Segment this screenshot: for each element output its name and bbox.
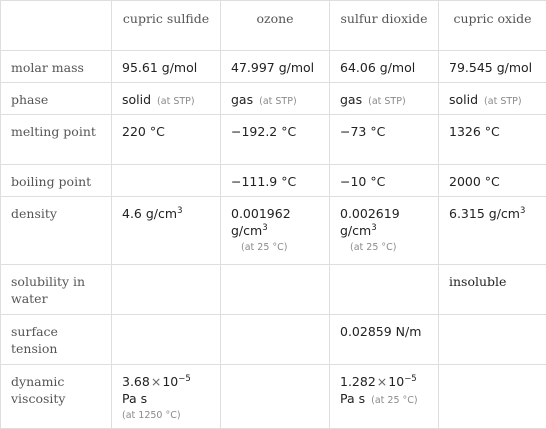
row-label-melting-point: melting point <box>1 115 112 165</box>
cell-value <box>112 165 221 197</box>
times-sign: × <box>150 374 162 389</box>
value-text: 0.002619 <box>340 206 400 221</box>
header-ozone: ozone <box>221 1 330 51</box>
table-row <box>1 265 546 315</box>
cell-value: 220 °C <box>112 115 221 165</box>
cell-value <box>112 365 221 429</box>
table-row <box>1 115 546 165</box>
value-text: 3.68 <box>122 374 150 389</box>
header-cupric-sulfide: cupric sulfide <box>112 1 221 51</box>
table-row <box>1 315 546 365</box>
condition-note: (at 25 °C) <box>241 239 319 256</box>
cell-value: 1326 °C <box>439 115 546 165</box>
cell-value: 0.02859 N/m <box>330 315 439 365</box>
cell-value <box>439 315 546 365</box>
cell-value: −10 °C <box>330 165 439 197</box>
cell-value <box>112 83 221 115</box>
condition-note: (at 25 °C) <box>371 395 417 406</box>
condition-note: (at STP) <box>368 96 406 107</box>
cell-value <box>112 197 221 265</box>
superscript: −5 <box>404 374 417 384</box>
cell-value <box>439 83 546 115</box>
unit-text: Pa s <box>340 391 365 406</box>
value-text: 0.001962 <box>231 206 291 221</box>
table-row <box>1 165 546 197</box>
unit-text: g/cm <box>231 223 262 238</box>
value-text: 10 <box>388 374 404 389</box>
cell-value <box>330 197 439 265</box>
cell-value: 2000 °C <box>439 165 546 197</box>
cell-value <box>221 265 330 315</box>
value-text: 6.315 g/cm <box>449 206 520 221</box>
unit-text: g/cm <box>340 223 371 238</box>
cell-value: −192.2 °C <box>221 115 330 165</box>
condition-note: (at STP) <box>484 96 522 107</box>
value-text: insoluble <box>449 274 506 289</box>
cell-value <box>439 365 546 429</box>
value-text: 1.282 <box>340 374 376 389</box>
cell-value <box>439 197 546 265</box>
cell-value <box>439 265 546 315</box>
row-label-phase: phase <box>1 83 112 115</box>
row-label-molar-mass: molar mass <box>1 51 112 83</box>
cell-value <box>330 83 439 115</box>
table-row <box>1 197 546 265</box>
cell-value: 64.06 g/mol <box>330 51 439 83</box>
cell-value <box>221 365 330 429</box>
cell-value: 95.61 g/mol <box>112 51 221 83</box>
table-row <box>1 51 546 83</box>
value-text: gas <box>231 92 253 107</box>
times-sign: × <box>376 374 388 389</box>
row-label-boiling-point: boiling point <box>1 165 112 197</box>
superscript: 3 <box>520 206 525 216</box>
corner-cell <box>1 1 112 51</box>
row-label-surface-tension: surface tension <box>1 315 112 365</box>
cell-value <box>112 315 221 365</box>
row-label-density: density <box>1 197 112 265</box>
cell-value <box>221 197 330 265</box>
superscript: −5 <box>178 374 191 384</box>
value-text: gas <box>340 92 362 107</box>
cell-value <box>112 265 221 315</box>
value-text: solid <box>122 92 151 107</box>
cell-value: −73 °C <box>330 115 439 165</box>
condition-note: (at 25 °C) <box>350 239 428 256</box>
superscript: 3 <box>371 223 376 233</box>
header-cupric-oxide: cupric oxide <box>439 1 546 51</box>
superscript: 3 <box>177 206 182 216</box>
condition-note: (at STP) <box>157 96 195 107</box>
cell-value: −111.9 °C <box>221 165 330 197</box>
value-text: 10 <box>162 374 178 389</box>
cell-value <box>330 365 439 429</box>
table-row <box>1 83 546 115</box>
value-text: 4.6 g/cm <box>122 206 177 221</box>
header-row <box>1 1 546 51</box>
header-sulfur-dioxide: sulfur dioxide <box>330 1 439 51</box>
value-text: solid <box>449 92 478 107</box>
cell-value <box>330 265 439 315</box>
cell-value: 47.997 g/mol <box>221 51 330 83</box>
superscript: 3 <box>262 223 267 233</box>
cell-value: 79.545 g/mol <box>439 51 546 83</box>
condition-note: (at STP) <box>259 96 297 107</box>
cell-value <box>221 315 330 365</box>
row-label-solubility: solubility in water <box>1 265 112 315</box>
unit-text: Pa s <box>122 391 147 406</box>
row-label-dynamic-viscosity: dynamic viscosity <box>1 365 112 429</box>
cell-value <box>221 83 330 115</box>
table-row <box>1 365 546 429</box>
condition-note: (at 1250 °C) <box>122 407 210 424</box>
